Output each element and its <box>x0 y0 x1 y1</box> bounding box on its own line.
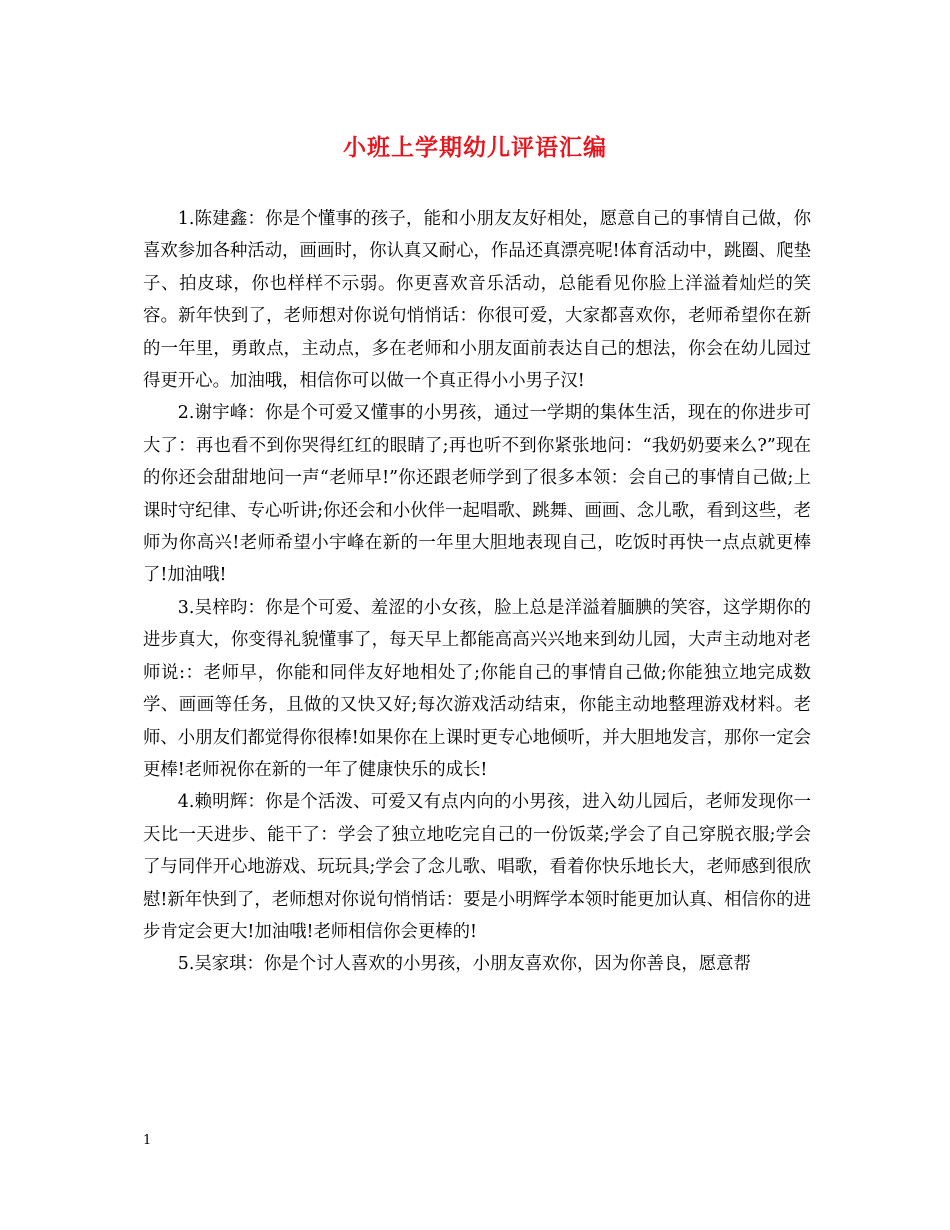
document-body <box>143 203 811 981</box>
paragraph-4: 4.赖明辉：你是个活泼、可爱又有点内向的小男孩，进入幼儿园后，老师发现你一天比一天进步、能干了：学会了独立地吃完自己的一份饭菜;学会了自己穿脱衣服;学会了与同伴开心地游戏、玩玩具;学会了念儿歌、唱歌，看着你快乐地长大，老师感到很欣慰!新年快到了，老师想对你说句悄悄话：要是小明辉学本领时能更加认真、相信你的进步肯定会更大!加油哦!老师相信你会更棒的! <box>143 792 811 942</box>
paragraph-2: 2.谢宇峰：你是个可爱又懂事的小男孩，通过一学期的集体生活，现在的你进步可大了：再也看不到你哭得红红的眼睛了;再也听不到你紧张地问：“我奶奶要来么?”现在的你还会甜甜地问一声“老师早!”你还跟老师学到了很多本领：会自己的事情自己做;上课时守纪律、专心听讲;你还会和小伙伴一起唱歌、跳舞、画画、念儿歌，看到这些，老师为你高兴!老师希望小宇峰在新的一年里大胆地表现自己，吃饭时再快一点点就更棒了!加油哦! <box>143 403 811 586</box>
paragraph-1: 1.陈建鑫：你是个懂事的孩子，能和小朋友友好相处，愿意自己的事情自己做，你喜欢参加各种活动，画画时，你认真又耐心，作品还真漂亮呢!体育活动中，跳圈、爬垫子、拍皮球，你也样样不示弱。你更喜欢音乐活动，总能看见你脸上洋溢着灿烂的笑容。新年快到了，老师想对你说句悄悄话：你很可爱，大家都喜欢你，老师希望你在新的一年里，勇敢点，主动点，多在老师和小朋友面前表达自己的想法，你会在幼儿园过得更开心。加油哦，相信你可以做一个真正得小小男子汉! <box>143 209 811 392</box>
paragraph-5: 5.吴家琪：你是个讨人喜欢的小男孩，小朋友喜欢你，因为你善良，愿意帮 <box>177 954 751 975</box>
paragraph-3: 3.吴梓昀：你是个可爱、羞涩的小女孩，脸上总是洋溢着腼腆的笑容，这学期你的进步真大，你变得礼貌懂事了，每天早上都能高高兴兴地来到幼儿园，大声主动地对老师说:：老师早，你能和同伴友好地相处了;你能自己的事情自己做;你能独立地完成数学、画画等任务，且做的又快又好;每次游戏活动结束，你能主动地整理游戏材料。老师、小朋友们都觉得你很棒!如果你在上课时更专心地倾听，并大胆地发言，那你一定会更棒!老师祝你在新的一年了健康快乐的成长! <box>143 597 811 780</box>
document-title: 小班上学期幼儿评语汇编 <box>343 134 607 161</box>
page-number: 1 <box>143 1133 152 1148</box>
